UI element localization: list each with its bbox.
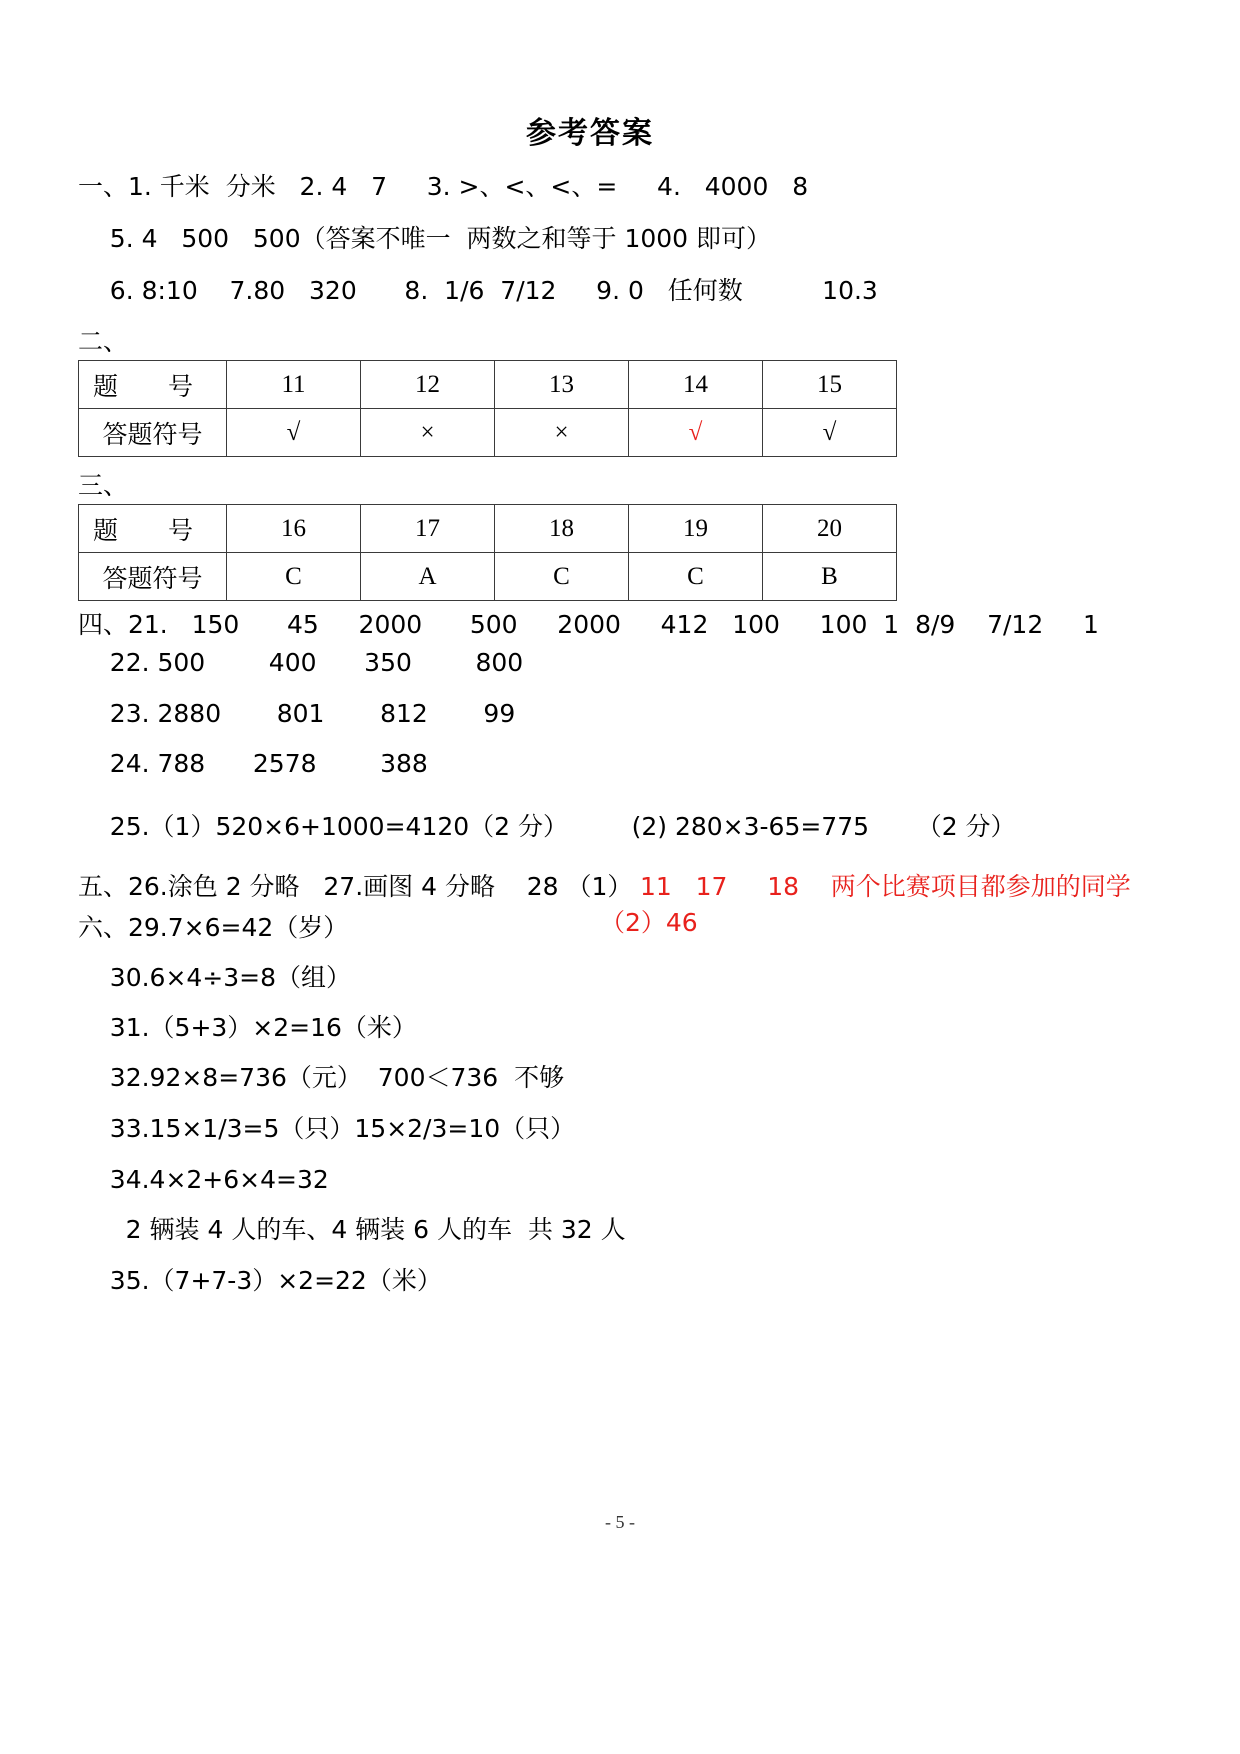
row-header-answer-symbol: 答题符号	[79, 409, 227, 457]
cell-question-19: 19	[629, 505, 763, 553]
cell-question-11: 11	[227, 361, 361, 409]
cell-answer-13: ×	[495, 409, 629, 457]
cell-question-12: 12	[361, 361, 495, 409]
cell-answer-12: ×	[361, 409, 495, 457]
section-three-table	[78, 504, 897, 601]
table-row	[79, 409, 897, 457]
section-two-label: 二、	[78, 327, 129, 356]
cell-question-15: 15	[763, 361, 897, 409]
row-header-text-1: 题 号	[93, 371, 194, 401]
cell-answer-15: √	[763, 409, 897, 457]
cell-question-20: 20	[763, 505, 897, 553]
page-number: - 5 -	[605, 1512, 635, 1532]
section-six-line-35: 35.（7+7-3）×2=22（米）	[78, 1266, 442, 1295]
section-six-line-29: 六、29.7×6=42（岁）	[78, 913, 349, 942]
row-header-text-1: 题 号	[93, 515, 194, 545]
section-five-line-black: 五、26.涂色 2 分略 27.画图 4 分略 28 （1）	[78, 872, 633, 901]
row-header-answer-symbol: 答题符号	[79, 553, 227, 601]
cell-answer-19: C	[629, 553, 763, 601]
cell-answer-18: C	[495, 553, 629, 601]
row-header-question-number	[79, 361, 227, 409]
cell-answer-17: A	[361, 553, 495, 601]
section-six-line-31: 31.（5+3）×2=16（米）	[78, 1013, 417, 1042]
section-six-line-34: 34.4×2+6×4=32	[78, 1165, 329, 1194]
section-six-line-33: 33.15×1/3=5（只）15×2/3=10（只）	[78, 1114, 576, 1143]
section-one-line-1: 一、1. 千米 分米 2. 4 7 3. >、<、<、= 4. 4000 8	[78, 172, 809, 201]
section-five-line-red-1: 11 17 18 两个比赛项目都参加的同学	[640, 872, 1131, 901]
page-footer	[0, 1512, 1240, 1533]
cell-answer-14: √	[629, 409, 763, 457]
cell-question-14: 14	[629, 361, 763, 409]
section-six-line-34b: 2 辆装 4 人的车、4 辆装 6 人的车 共 32 人	[78, 1215, 626, 1244]
section-six-line-32: 32.92×8=736（元） 700＜736 不够	[78, 1063, 565, 1092]
cell-question-13: 13	[495, 361, 629, 409]
page-title: 参考答案	[526, 116, 654, 151]
section-five-line-red-2: （2）46	[600, 908, 698, 937]
table-row	[79, 361, 897, 409]
table-row	[79, 505, 897, 553]
section-one-line-3: 6. 8:10 7.80 320 8. 1/6 7/12 9. 0 任何数 10.3	[78, 276, 878, 305]
cell-answer-11: √	[227, 409, 361, 457]
row-header-question-number	[79, 505, 227, 553]
cell-answer-16: C	[227, 553, 361, 601]
section-three-label: 三、	[78, 471, 129, 500]
section-four-line-21: 四、21. 150 45 2000 500 2000 412 100 100 1 8/9 7/12 1	[78, 610, 1099, 639]
section-four-line-22: 22. 500 400 350 800	[78, 648, 524, 677]
section-four-line-23: 23. 2880 801 812 99	[78, 699, 516, 728]
cell-question-16: 16	[227, 505, 361, 553]
section-one-line-2: 5. 4 500 500（答案不唯一 两数之和等于 1000 即可）	[78, 224, 772, 253]
cell-question-18: 18	[495, 505, 629, 553]
table-row	[79, 553, 897, 601]
section-four-line-24: 24. 788 2578 388	[78, 749, 428, 778]
section-four-line-25: 25.（1）520×6+1000=4120（2 分） (2) 280×3-65=775 （2 分）	[78, 812, 1016, 841]
cell-answer-20: B	[763, 553, 897, 601]
section-two-table	[78, 360, 897, 457]
section-six-line-30: 30.6×4÷3=8（组）	[78, 963, 352, 992]
cell-question-17: 17	[361, 505, 495, 553]
